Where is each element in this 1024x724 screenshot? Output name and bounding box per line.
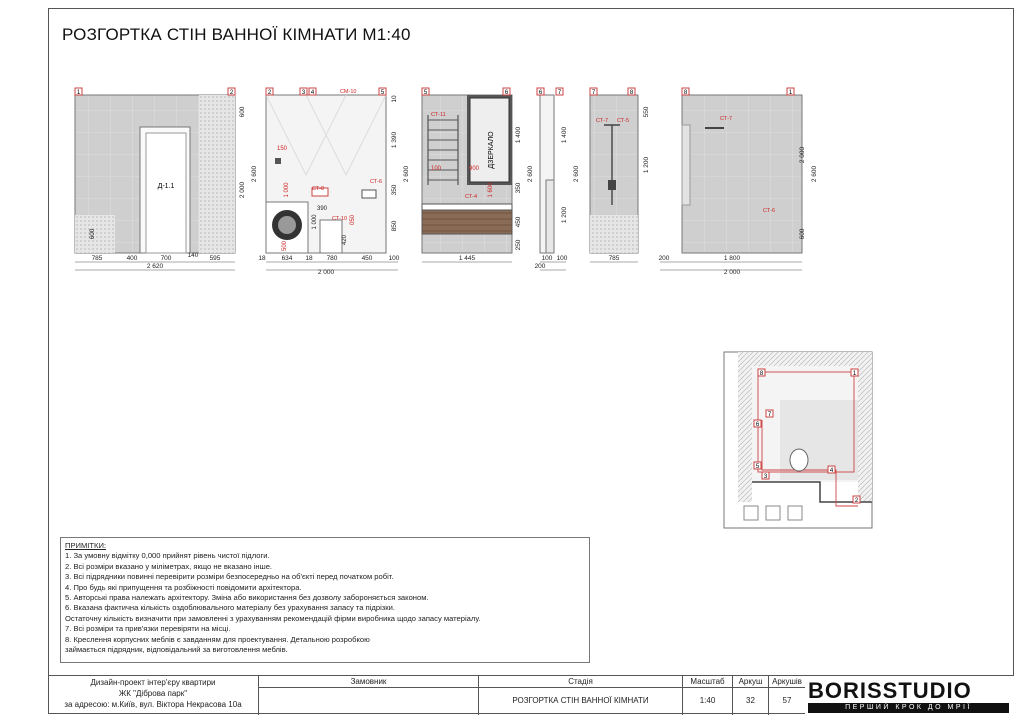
dim-text: 350 bbox=[515, 182, 522, 194]
dim-text: 1 800 bbox=[723, 255, 741, 262]
fixture-tag: СТ-4 bbox=[465, 194, 478, 200]
fixture-tag: СТ-11 bbox=[431, 112, 446, 118]
dim-text: 390 bbox=[316, 206, 328, 212]
stage-label: Стадія bbox=[479, 676, 682, 688]
dimension-lines bbox=[75, 262, 802, 270]
dim-text: 18 bbox=[258, 255, 266, 262]
dim-text: 550 bbox=[643, 106, 650, 118]
brand-tagline: ПЕРШИЙ КРОК ДО МРІЇ bbox=[808, 703, 1009, 713]
dim-text: 700 bbox=[160, 255, 172, 262]
fixture-tag: СМ-10 bbox=[340, 89, 357, 95]
note-line: 3. Всі підрядники повинні перевірити розміри безпосередньо на об'єкті перед початком робіт. bbox=[65, 572, 394, 582]
dim-text: 050 bbox=[350, 214, 356, 226]
dim-text: 100 bbox=[388, 255, 400, 262]
plan-marker: 8 bbox=[759, 371, 764, 377]
note-line: Остаточну кількість визначити при замовленні з урахуванням рекомендацій фірми виробника щодо запасу матеріалу. bbox=[65, 613, 481, 623]
elevation-wall-6 bbox=[682, 95, 802, 253]
fixture-tag: СТ-6 bbox=[370, 179, 383, 185]
wall-marker: 1 bbox=[76, 90, 81, 96]
plan-marker: 7 bbox=[767, 412, 772, 418]
dim-text: 200 bbox=[534, 263, 546, 270]
elevation-wall-4 bbox=[540, 95, 554, 253]
note-line: 2. Всі розміри вказано у міліметрах, якщо не вказано інше. bbox=[65, 561, 273, 571]
fixture-tag: СТ-10 bbox=[332, 216, 348, 222]
wall-marker: 2 bbox=[229, 90, 234, 96]
stage-value: РОЗГОРТКА СТІН ВАННОЇ КІМНАТИ bbox=[512, 696, 649, 705]
mirror-label: ДЗЕРКАЛО bbox=[488, 131, 495, 169]
sheet-title: РОЗГОРТКА СТІН ВАННОЇ КІМНАТИ М1:40 bbox=[62, 25, 411, 44]
sheet-cell bbox=[732, 676, 768, 715]
wall-marker: 3 bbox=[301, 90, 306, 96]
dim-text: 2 000 bbox=[317, 269, 335, 276]
dim-text: 2 620 bbox=[146, 263, 164, 270]
elevation-wall-2 bbox=[266, 95, 386, 253]
dim-text: 450 bbox=[361, 255, 373, 262]
dim-text: 350 bbox=[391, 184, 398, 196]
project-line-1: Дизайн-проект інтер'єру квартири bbox=[90, 678, 216, 687]
wall-marker: 8 bbox=[629, 90, 634, 96]
fixture-tag: СТ-7 bbox=[720, 116, 733, 122]
dim-text: 900 bbox=[468, 166, 480, 172]
plan-marker: 1 bbox=[852, 371, 857, 377]
dim-text: 1 000 bbox=[284, 182, 290, 198]
dim-text: 2 600 bbox=[811, 165, 818, 183]
dim-text: 450 bbox=[515, 216, 522, 228]
dim-text: 2 600 bbox=[573, 165, 580, 183]
customer-cell bbox=[258, 676, 478, 715]
wall-marker: 6 bbox=[504, 90, 509, 96]
title-block bbox=[48, 675, 1014, 715]
dim-text: 785 bbox=[608, 255, 620, 262]
wall-marker: 4 bbox=[310, 90, 315, 96]
elevation-wall-3 bbox=[422, 95, 512, 253]
wall-marker: 1 bbox=[788, 90, 793, 96]
plan-marker: 4 bbox=[829, 468, 834, 474]
wall-marker: 6 bbox=[538, 90, 543, 96]
plan-marker: 2 bbox=[854, 498, 859, 504]
dim-text: 785 bbox=[91, 255, 103, 262]
dim-text: 2 000 bbox=[723, 269, 741, 276]
door-label: Д-1.1 bbox=[157, 183, 175, 190]
fixture-tag: СТ-5 bbox=[617, 118, 630, 124]
dim-text: 100 bbox=[430, 166, 442, 172]
dim-text: 600 bbox=[239, 106, 246, 118]
fixture-tag: СТ-7 bbox=[596, 118, 609, 124]
dim-text: 1 400 bbox=[561, 126, 568, 144]
note-line: 6. Вказана фактична кількість оздоблювального матеріалу без урахування запасу та підрізки. bbox=[65, 603, 395, 613]
dim-text: 634 bbox=[281, 255, 293, 262]
elevation-wall-1 bbox=[75, 95, 235, 253]
dim-text: 100 bbox=[541, 255, 553, 262]
plan-marker: 3 bbox=[763, 474, 768, 480]
project-line-2: ЖК "Діброва парк" bbox=[118, 689, 188, 698]
dim-text: 600 bbox=[89, 228, 96, 240]
dim-text: 2 000 bbox=[239, 181, 246, 199]
dim-text: 1 600 bbox=[488, 182, 494, 198]
dim-text: 1 200 bbox=[561, 206, 568, 224]
wall-marker: 8 bbox=[683, 90, 688, 96]
dim-text: 18 bbox=[305, 255, 313, 262]
wall-marker: 7 bbox=[557, 90, 562, 96]
sheets-cell bbox=[768, 676, 805, 715]
scale-label: Масштаб bbox=[683, 676, 732, 688]
dim-text: 1 000 bbox=[312, 214, 318, 230]
dim-text: 780 bbox=[326, 255, 338, 262]
dim-text: 10 bbox=[391, 95, 398, 103]
wall-marker: 2 bbox=[267, 90, 272, 96]
sheets-label: Аркушів bbox=[769, 676, 805, 688]
dim-text: 1 200 bbox=[643, 156, 650, 174]
dim-text: 1 390 bbox=[391, 131, 398, 149]
note-line: 7. Всі розміри та прив'язки перевіряти на місці. bbox=[65, 624, 231, 634]
dimension-texts bbox=[92, 252, 741, 276]
dim-text: 2 600 bbox=[251, 165, 258, 183]
note-line: 5. Авторські права належать архітектору. Зміна або використання без дозволу забороняється законом. bbox=[65, 593, 429, 603]
dim-text: 150 bbox=[276, 146, 288, 152]
plan-marker: 5 bbox=[755, 464, 760, 470]
customer-label: Замовник bbox=[259, 676, 478, 688]
dim-text: 1 400 bbox=[515, 126, 522, 144]
dim-text: 100 bbox=[556, 255, 568, 262]
brand-name: BORISSTUDIO bbox=[808, 678, 972, 703]
dim-text: 595 bbox=[209, 255, 221, 262]
note-line: 4. Про будь які припущення та розбіжності повідомити архітектора. bbox=[65, 582, 302, 592]
sheet-label: Аркуш bbox=[733, 676, 768, 688]
scale-value: 1:40 bbox=[699, 696, 716, 705]
project-line-3: за адресою: м.Київ, вул. Віктора Некрасова 10а bbox=[64, 700, 242, 709]
dim-text: 250 bbox=[515, 239, 522, 251]
notes-box bbox=[60, 537, 590, 663]
note-line: 8. Креслення корпусних меблів є завданням для проектування. Детальною розробкою bbox=[65, 634, 370, 644]
dim-text: 500 bbox=[282, 240, 288, 252]
dim-text: 2 600 bbox=[403, 165, 410, 183]
dim-text: 420 bbox=[342, 234, 348, 246]
dim-text: 200 bbox=[658, 255, 670, 262]
dim-text: 400 bbox=[126, 255, 138, 262]
note-line: займається підрядник, відповідальний за виготовлення меблів. bbox=[65, 645, 288, 655]
fixture-tag: СТ-6 bbox=[763, 208, 776, 214]
note-line: 1. За умовну відмітку 0,000 прийнят рівень чистої підлоги. bbox=[65, 551, 270, 561]
studio-logo bbox=[805, 676, 1014, 715]
dim-text: 2 600 bbox=[527, 165, 534, 183]
dim-text: 600 bbox=[799, 228, 806, 240]
dim-text: 2 000 bbox=[799, 146, 806, 164]
wall-marker: 5 bbox=[423, 90, 428, 96]
wall-marker: 5 bbox=[380, 90, 385, 96]
sheet-value: 32 bbox=[746, 696, 755, 705]
notes-heading: ПРИМІТКИ: bbox=[65, 541, 107, 550]
dim-text: 1 445 bbox=[458, 255, 476, 262]
sheets-value: 57 bbox=[782, 696, 792, 705]
scale-cell bbox=[682, 676, 732, 715]
stage-cell bbox=[478, 676, 682, 715]
floor-plan bbox=[724, 352, 872, 528]
wall-marker: 7 bbox=[591, 90, 596, 96]
dim-text: 850 bbox=[391, 220, 398, 232]
fixture-tag: СТ-8 bbox=[312, 186, 325, 192]
plan-marker: 6 bbox=[755, 422, 760, 428]
dim-text: 140 bbox=[187, 252, 199, 259]
